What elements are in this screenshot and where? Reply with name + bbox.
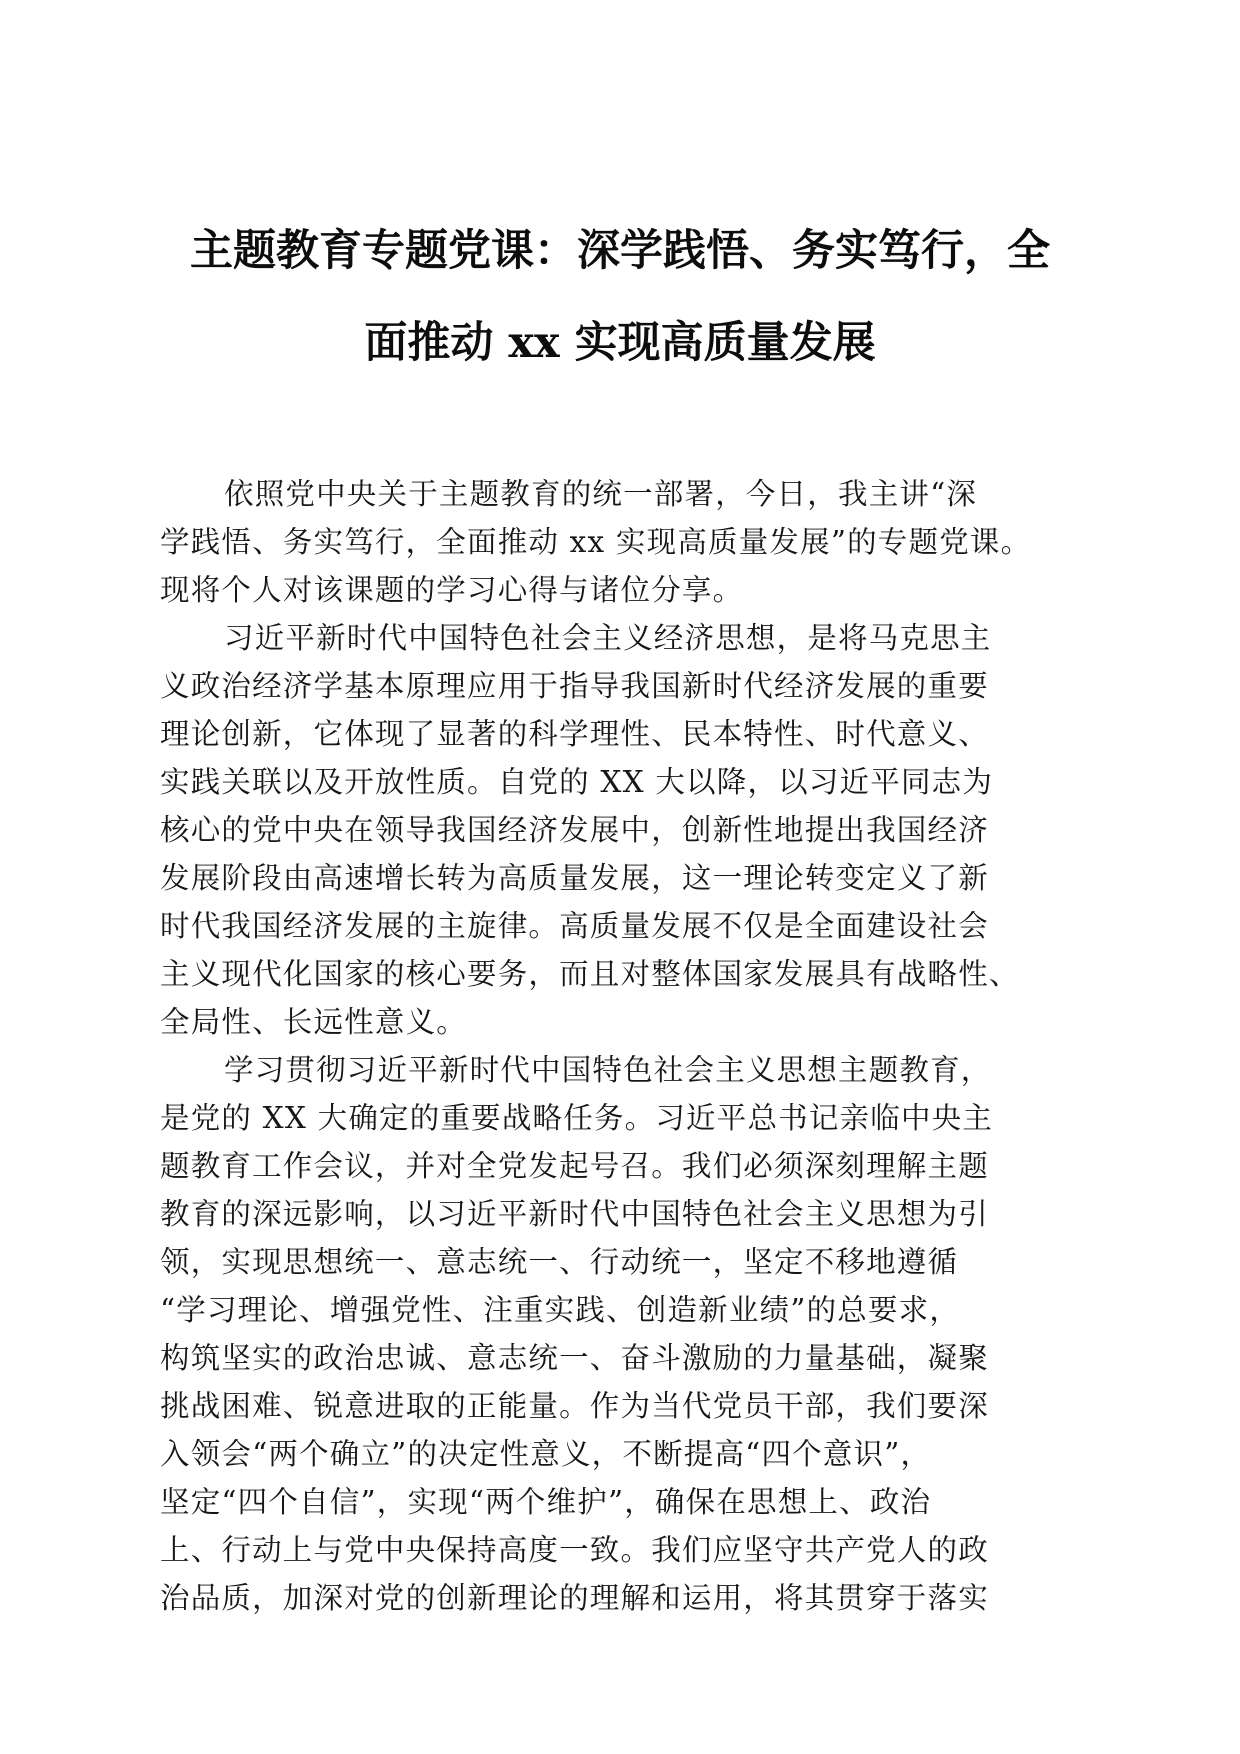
text-line: 坚定“四个自信”，实现“两个维护”，确保在思想上、政治 (160, 1485, 932, 1519)
text-line: 治品质，加深对党的创新理论的理解和运用，将其贯穿于落实 (160, 1581, 989, 1615)
text-line: 时代我国经济发展的主旋律。高质量发展不仅是全面建设社会 (160, 909, 989, 943)
text-line: 习近平新时代中国特色社会主义经济思想，是将马克思主 (224, 621, 992, 655)
text-line: 依照党中央关于主题教育的统一部署，今日，我主讲“深 (224, 477, 978, 511)
paragraph-3 (160, 1046, 1095, 1622)
paragraph-1 (160, 470, 1095, 614)
text-line: 是党的 XX 大确定的重要战略任务。习近平总书记亲临中央主 (160, 1101, 994, 1135)
text-line: 发展阶段由高速增长转为高质量发展，这一理论转变定义了新 (160, 861, 989, 895)
text-line: 核心的党中央在领导我国经济发展中，创新性地提出我国经济 (160, 813, 989, 847)
document-body (160, 470, 1095, 1622)
text-line: 领，实现思想统一、意志统一、行动统一，坚定不移地遵循 (160, 1245, 959, 1279)
paragraph-2 (160, 614, 1095, 1046)
text-line: 入领会“两个确立”的决定性意义，不断提高“四个意识”， (160, 1437, 932, 1471)
text-line: “学习理论、增强党性、注重实践、创造新业绩”的总要求， (160, 1293, 961, 1327)
text-line: 教育的深远影响，以习近平新时代中国特色社会主义思想为引 (160, 1197, 989, 1231)
text-line: 挑战困难、锐意进取的正能量。作为当代党员干部，我们要深 (160, 1389, 989, 1423)
text-line: 学习贯彻习近平新时代中国特色社会主义思想主题教育， (224, 1053, 992, 1087)
document-title (140, 225, 1100, 409)
text-line: 构筑坚实的政治忠诚、意志统一、奋斗激励的力量基础，凝聚 (160, 1341, 989, 1375)
text-line: 实践关联以及开放性质。自党的 XX 大以降，以习近平同志为 (160, 765, 994, 799)
text-line: 全局性、长远性意义。 (160, 1005, 468, 1039)
title-line-2: 面推动 xx 实现高质量发展 (364, 318, 876, 368)
text-line: 学践悟、务实笃行，全面推动 xx 实现高质量发展”的专题党课。 (160, 525, 1032, 559)
title-line-1: 主题教育专题党课：深学践悟、务实笃行，全 (190, 226, 1050, 276)
text-line: 义政治经济学基本原理应用于指导我国新时代经济发展的重要 (160, 669, 989, 703)
text-line: 题教育工作会议，并对全党发起号召。我们必须深刻理解主题 (160, 1149, 989, 1183)
text-line: 现将个人对该课题的学习心得与诸位分享。 (160, 573, 744, 607)
text-line: 上、行动上与党中央保持高度一致。我们应坚守共产党人的政 (160, 1533, 989, 1567)
text-line: 理论创新，它体现了显著的科学理性、民本特性、时代意义、 (160, 717, 989, 751)
text-line: 主义现代化国家的核心要务，而且对整体国家发展具有战略性、 (160, 957, 1020, 991)
